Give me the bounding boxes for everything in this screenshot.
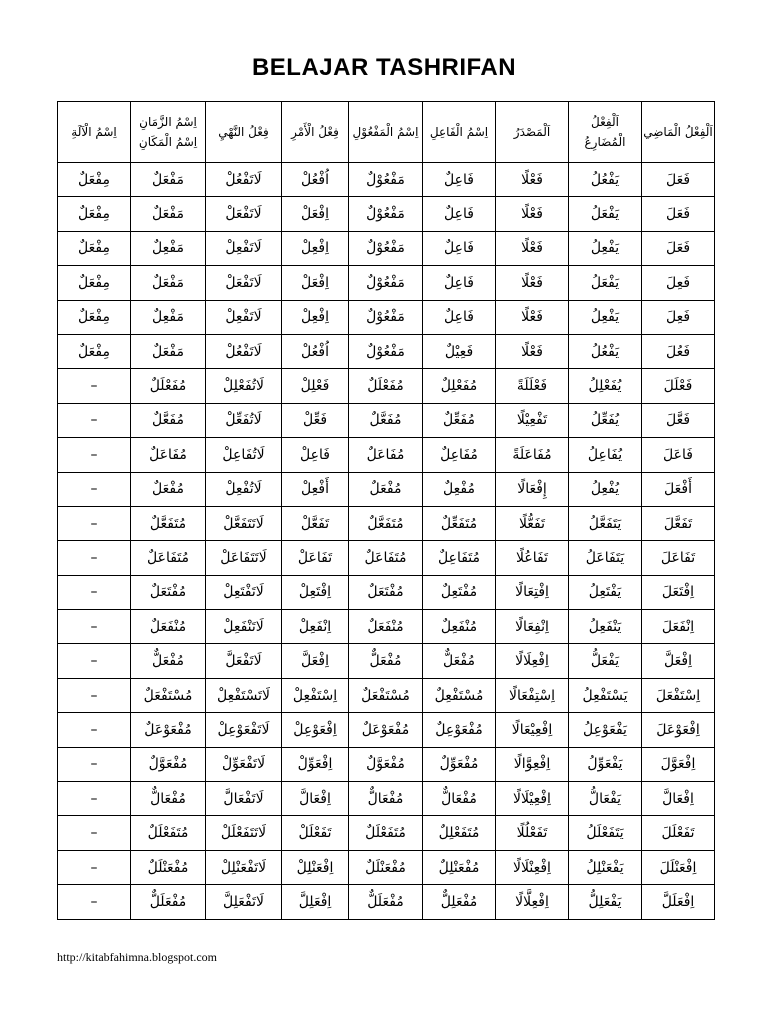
cell-fiil-mudhari: يَتَفَعْلَلُ — [569, 816, 642, 850]
cell-isim-fail: فَاعِلٌ — [423, 197, 496, 231]
cell-fiil-madi: تَفَاعَلَ — [642, 541, 715, 575]
cell-isim-alat: – — [58, 506, 131, 540]
table-row — [58, 369, 715, 403]
cell-isim-alat: مِفْعَلٌ — [58, 231, 131, 265]
cell-isim-alat: – — [58, 438, 131, 472]
cell-isim-fail: مُتَفَعِّلٌ — [423, 506, 496, 540]
cell-fiil-madi: فَاعَلَ — [642, 438, 715, 472]
cell-fiil-mudhari: يَسْتَفْعِلُ — [569, 678, 642, 712]
cell-isim-alat: – — [58, 472, 131, 506]
cell-fiil-amr: اِفْعَلِلَّ — [282, 885, 349, 919]
cell-isim-alat: – — [58, 885, 131, 919]
cell-masdar: تَفَاعُلًا — [496, 541, 569, 575]
cell-isim-maful: مَفْعُوْلٌ — [349, 300, 423, 334]
cell-masdar: اِنْفِعَالًا — [496, 610, 569, 644]
cell-isim-fail: مُفْتَعِلٌ — [423, 575, 496, 609]
cell-fiil-nahi: لَاتَفْعُلْ — [206, 163, 282, 197]
cell-isim-fail: مُفْعَنْلِلٌ — [423, 850, 496, 884]
cell-fiil-madi: فَعُلَ — [642, 334, 715, 368]
header-fiil-mudhari — [569, 102, 642, 163]
table-row — [58, 644, 715, 678]
cell-isim-zaman-makan: مُسْتَفْعَلٌ — [131, 678, 206, 712]
cell-isim-zaman-makan: مَفْعِلٌ — [131, 231, 206, 265]
cell-fiil-madi: اِفْعَلَلَّ — [642, 885, 715, 919]
cell-masdar: تَفْعِيْلًا — [496, 403, 569, 437]
header-line: فِعْلُ النَّهْيِ — [218, 125, 269, 139]
header-masdar — [496, 102, 569, 163]
cell-masdar: اِفْعِنْلَالًا — [496, 850, 569, 884]
cell-fiil-madi: فَعَلَ — [642, 231, 715, 265]
cell-fiil-nahi: لَاتَفْعَلْ — [206, 266, 282, 300]
page-title: BELAJAR TASHRIFAN — [251, 54, 517, 81]
cell-fiil-madi: فَعَلَ — [642, 163, 715, 197]
cell-masdar: مُفَاعَلَةً — [496, 438, 569, 472]
table-row — [58, 506, 715, 540]
cell-isim-zaman-makan: مُفْعَالٌّ — [131, 782, 206, 816]
cell-isim-alat: – — [58, 678, 131, 712]
cell-isim-maful: مُفْعَوْعَلٌ — [349, 713, 423, 747]
header-fiil-madi — [642, 102, 715, 163]
cell-isim-fail: فَاعِلٌ — [423, 266, 496, 300]
cell-isim-alat: – — [58, 747, 131, 781]
cell-fiil-amr: تَفَاعَلْ — [282, 541, 349, 575]
cell-fiil-madi: فَعْلَلَ — [642, 369, 715, 403]
cell-fiil-madi: فَعِلَ — [642, 300, 715, 334]
cell-fiil-mudhari: يَتَفَاعَلُ — [569, 541, 642, 575]
cell-isim-fail: مُفْعَالٌّ — [423, 782, 496, 816]
table-row — [58, 610, 715, 644]
cell-isim-fail: فَاعِلٌ — [423, 163, 496, 197]
cell-masdar: اِسْتِفْعَالًا — [496, 678, 569, 712]
cell-fiil-mudhari: يَفْعَوِّلُ — [569, 747, 642, 781]
cell-fiil-madi: اِفْعَوَّلَ — [642, 747, 715, 781]
cell-fiil-nahi: لَاتَتَفَعَّلْ — [206, 506, 282, 540]
cell-isim-fail: مُفْعَوِّلٌ — [423, 747, 496, 781]
cell-isim-alat: مِفْعَلٌ — [58, 197, 131, 231]
cell-fiil-madi: اِسْتَفْعَلَ — [642, 678, 715, 712]
table-row — [58, 850, 715, 884]
table-row — [58, 334, 715, 368]
cell-fiil-amr: اِسْتَفْعِلْ — [282, 678, 349, 712]
cell-isim-fail: فَاعِلٌ — [423, 300, 496, 334]
cell-isim-maful: مُفَعَّلٌ — [349, 403, 423, 437]
cell-fiil-nahi: لَاتَفْعَلْ — [206, 197, 282, 231]
cell-masdar: اِفْعِيْعَالًا — [496, 713, 569, 747]
cell-isim-alat: مِفْعَلٌ — [58, 266, 131, 300]
cell-fiil-nahi: لَاتَفْعَنْلِلْ — [206, 850, 282, 884]
cell-fiil-mudhari: يَتَفَعَّلُ — [569, 506, 642, 540]
header-isim-zaman-makan — [131, 102, 206, 163]
header-line: فِعْلُ الْأَمْرِ — [291, 125, 339, 139]
cell-fiil-mudhari: يَفْعَلُ — [569, 266, 642, 300]
cell-isim-zaman-makan: مَفْعَلٌ — [131, 266, 206, 300]
header-fiil-amr — [282, 102, 349, 163]
cell-isim-maful: مَفْعُوْلٌ — [349, 163, 423, 197]
cell-isim-zaman-makan: مَفْعَلٌ — [131, 163, 206, 197]
tashrif-table — [57, 101, 715, 920]
table-row — [58, 885, 715, 919]
cell-fiil-mudhari: يَفْعِلُ — [569, 231, 642, 265]
cell-isim-zaman-makan: مُتَفَعَّلٌ — [131, 506, 206, 540]
cell-fiil-amr: اِفْعَنْلِلْ — [282, 850, 349, 884]
cell-fiil-amr: اِفْتَعِلْ — [282, 575, 349, 609]
cell-fiil-nahi: لَاتَفْعِلْ — [206, 231, 282, 265]
cell-fiil-mudhari: يَفْتَعِلُ — [569, 575, 642, 609]
cell-isim-maful: مُفَاعَلٌ — [349, 438, 423, 472]
cell-fiil-mudhari: يَفْعِلُ — [569, 300, 642, 334]
cell-fiil-nahi: لَاتَفْعَوْعِلْ — [206, 713, 282, 747]
cell-isim-alat: – — [58, 403, 131, 437]
table-row — [58, 163, 715, 197]
cell-masdar: اِفْعِلَالًا — [496, 644, 569, 678]
cell-masdar: اِفْعِيْلَالًا — [496, 782, 569, 816]
cell-fiil-amr: اِفْعَلَّ — [282, 644, 349, 678]
table-row — [58, 782, 715, 816]
header-line: اِسْمُ الْآلَةِ — [71, 125, 117, 139]
cell-masdar: تَفَعُّلًا — [496, 506, 569, 540]
cell-isim-zaman-makan: مُفَعَّلٌ — [131, 403, 206, 437]
cell-isim-zaman-makan: مَفْعَلٌ — [131, 197, 206, 231]
cell-fiil-mudhari: يَفْعَلُ — [569, 197, 642, 231]
cell-isim-maful: مُفْعَنْلَلٌ — [349, 850, 423, 884]
cell-isim-maful: مُنْفَعَلٌ — [349, 610, 423, 644]
table-row — [58, 816, 715, 850]
header-line: اِسْمُ الْمَكَانِ — [138, 135, 198, 149]
cell-isim-zaman-makan: مُفْعَلٌ — [131, 472, 206, 506]
cell-isim-zaman-makan: مُتَفَاعَلٌ — [131, 541, 206, 575]
cell-fiil-amr: اِفْعَلْ — [282, 266, 349, 300]
cell-masdar: اِفْعِوَّالًا — [496, 747, 569, 781]
cell-fiil-amr: اِفْعَلْ — [282, 197, 349, 231]
cell-isim-fail: مُفْعَلِلٌّ — [423, 885, 496, 919]
cell-isim-zaman-makan: مُتَفَعْلَلٌ — [131, 816, 206, 850]
cell-fiil-nahi: لَاتَسْتَفْعِلْ — [206, 678, 282, 712]
cell-masdar: فَعْلًا — [496, 334, 569, 368]
cell-isim-zaman-makan: مُفْتَعَلٌ — [131, 575, 206, 609]
cell-fiil-amr: فَاعِلْ — [282, 438, 349, 472]
cell-isim-zaman-makan: مَفْعَلٌ — [131, 334, 206, 368]
cell-isim-fail: فَاعِلٌ — [423, 231, 496, 265]
cell-isim-fail: مُفَعْلِلٌ — [423, 369, 496, 403]
cell-masdar: إِفْعَالًا — [496, 472, 569, 506]
cell-fiil-nahi: لَاتَفْعَلِلَّ — [206, 885, 282, 919]
cell-isim-fail: فَعِيْلٌ — [423, 334, 496, 368]
cell-fiil-mudhari: يَنْفَعِلُ — [569, 610, 642, 644]
cell-isim-fail: مُتَفَعْلِلٌ — [423, 816, 496, 850]
cell-isim-fail: مُنْفَعِلٌ — [423, 610, 496, 644]
cell-fiil-nahi: لَاتُفَاعِلْ — [206, 438, 282, 472]
cell-isim-maful: مُفْتَعَلٌ — [349, 575, 423, 609]
header-fiil-nahi — [206, 102, 282, 163]
cell-isim-zaman-makan: مُفْعَنْلَلٌ — [131, 850, 206, 884]
cell-fiil-nahi: لَاتَنْفَعِلْ — [206, 610, 282, 644]
table-row — [58, 197, 715, 231]
cell-isim-fail: مُسْتَفْعِلٌ — [423, 678, 496, 712]
cell-fiil-nahi: لَاتَفْعَالَّ — [206, 782, 282, 816]
header-isim-fail — [423, 102, 496, 163]
cell-fiil-madi: تَفَعَّلَ — [642, 506, 715, 540]
table-row — [58, 713, 715, 747]
cell-isim-alat: مِفْعَلٌ — [58, 300, 131, 334]
cell-isim-alat: – — [58, 541, 131, 575]
cell-isim-maful: مُتَفَاعَلٌ — [349, 541, 423, 575]
cell-isim-alat: – — [58, 816, 131, 850]
cell-isim-maful: مَفْعُوْلٌ — [349, 266, 423, 300]
cell-fiil-madi: اِفْتَعَلَ — [642, 575, 715, 609]
cell-isim-fail: مُفَاعِلٌ — [423, 438, 496, 472]
cell-fiil-mudhari: يَفْعَلُّ — [569, 644, 642, 678]
cell-isim-maful: مُسْتَفْعَلٌ — [349, 678, 423, 712]
cell-masdar: اِفْتِعَالًا — [496, 575, 569, 609]
cell-isim-zaman-makan: مُنْفَعَلٌ — [131, 610, 206, 644]
cell-fiil-nahi: لَاتُفْعِلْ — [206, 472, 282, 506]
cell-fiil-mudhari: يَفْعَلِلُّ — [569, 885, 642, 919]
header-line: الْمُضَارِعُ — [584, 135, 626, 149]
table-row — [58, 678, 715, 712]
cell-fiil-amr: اِفْعَوِّلْ — [282, 747, 349, 781]
cell-isim-maful: مُتَفَعَّلٌ — [349, 506, 423, 540]
cell-fiil-nahi: لَاتَتَفَعْلَلْ — [206, 816, 282, 850]
cell-fiil-mudhari: يَفْعَوْعِلُ — [569, 713, 642, 747]
cell-isim-zaman-makan: مُفَاعَلٌ — [131, 438, 206, 472]
cell-fiil-mudhari: يُفَاعِلُ — [569, 438, 642, 472]
table-row — [58, 300, 715, 334]
cell-fiil-madi: اِفْعَوْعَلَ — [642, 713, 715, 747]
cell-fiil-amr: فَعْلِلْ — [282, 369, 349, 403]
cell-isim-fail: مُفْعَوْعِلٌ — [423, 713, 496, 747]
table-row — [58, 575, 715, 609]
cell-fiil-mudhari: يَفْعَنْلِلُ — [569, 850, 642, 884]
header-row — [58, 102, 715, 163]
cell-fiil-mudhari: يَفْعَالُّ — [569, 782, 642, 816]
cell-fiil-amr: اِفْعِلْ — [282, 231, 349, 265]
cell-isim-zaman-makan: مُفْعَلٌّ — [131, 644, 206, 678]
cell-fiil-amr: اِفْعَوْعِلْ — [282, 713, 349, 747]
cell-isim-alat: – — [58, 369, 131, 403]
cell-fiil-amr: أَفْعِلْ — [282, 472, 349, 506]
cell-fiil-madi: أَفْعَلَ — [642, 472, 715, 506]
header-line: اِسْمُ الْمَفْعُوْلِ — [352, 125, 419, 139]
cell-isim-alat: مِفْعَلٌ — [58, 163, 131, 197]
header-isim-alat — [58, 102, 131, 163]
cell-isim-maful: مُفْعَلَلٌّ — [349, 885, 423, 919]
cell-masdar: فَعْلًا — [496, 197, 569, 231]
cell-isim-alat: – — [58, 850, 131, 884]
cell-isim-maful: مَفْعُوْلٌ — [349, 334, 423, 368]
cell-fiil-amr: فَعِّلْ — [282, 403, 349, 437]
cell-isim-maful: مُفْعَالٌّ — [349, 782, 423, 816]
cell-fiil-mudhari: يُفْعِلُ — [569, 472, 642, 506]
cell-isim-alat: – — [58, 610, 131, 644]
table-body — [58, 163, 715, 920]
cell-isim-alat: – — [58, 644, 131, 678]
cell-isim-fail: مُفْعَلٌّ — [423, 644, 496, 678]
header-line: اِسْمُ الزَّمَانِ — [139, 115, 197, 129]
table-row — [58, 472, 715, 506]
header-line: اِسْمُ الْفَاعِلِ — [429, 125, 489, 139]
cell-isim-maful: مُفْعَوَّلٌ — [349, 747, 423, 781]
table-row — [58, 438, 715, 472]
cell-fiil-nahi: لَاتَفْعَلَّ — [206, 644, 282, 678]
cell-fiil-nahi: لَاتَتَفَاعَلْ — [206, 541, 282, 575]
cell-masdar: فَعْلًا — [496, 231, 569, 265]
cell-fiil-mudhari: يُفَعْلِلُ — [569, 369, 642, 403]
cell-isim-fail: مُفْعِلٌ — [423, 472, 496, 506]
cell-isim-alat: – — [58, 575, 131, 609]
cell-fiil-nahi: لَاتَفْعِلْ — [206, 300, 282, 334]
cell-masdar: فَعْلَلَةً — [496, 369, 569, 403]
cell-fiil-mudhari: يَفْعُلُ — [569, 334, 642, 368]
cell-fiil-amr: اِفْعِلْ — [282, 300, 349, 334]
header-line: اَلْفِعْلُ الْمَاضِي — [643, 125, 713, 139]
header-line: اَلْمَصْدَرُ — [513, 125, 551, 139]
cell-fiil-madi: اِنْفَعَلَ — [642, 610, 715, 644]
cell-fiil-nahi: لَاتَفْعَوِّلْ — [206, 747, 282, 781]
cell-fiil-madi: تَفَعْلَلَ — [642, 816, 715, 850]
cell-isim-alat: – — [58, 713, 131, 747]
cell-masdar: تَفَعْلُلًا — [496, 816, 569, 850]
table-row — [58, 266, 715, 300]
cell-isim-zaman-makan: مُفَعْلَلٌ — [131, 369, 206, 403]
table-row — [58, 747, 715, 781]
cell-fiil-nahi: لَاتَفْعُلْ — [206, 334, 282, 368]
cell-isim-fail: مُفَعِّلٌ — [423, 403, 496, 437]
cell-isim-maful: مَفْعُوْلٌ — [349, 231, 423, 265]
cell-isim-maful: مَفْعُوْلٌ — [349, 197, 423, 231]
cell-masdar: فَعْلًا — [496, 300, 569, 334]
cell-fiil-amr: اِنْفَعِلْ — [282, 610, 349, 644]
cell-isim-maful: مُفْعَلٌّ — [349, 644, 423, 678]
cell-isim-maful: مُفَعْلَلٌ — [349, 369, 423, 403]
cell-isim-zaman-makan: مُفْعَوَّلٌ — [131, 747, 206, 781]
cell-isim-alat: مِفْعَلٌ — [58, 334, 131, 368]
cell-fiil-mudhari: يَفْعُلُ — [569, 163, 642, 197]
cell-fiil-nahi: لَاتَفْتَعِلْ — [206, 575, 282, 609]
cell-fiil-madi: فَعَّلَ — [642, 403, 715, 437]
header-isim-maful — [349, 102, 423, 163]
cell-fiil-nahi: لَاتُفَعِّلْ — [206, 403, 282, 437]
cell-isim-zaman-makan: مُفْعَلَلٌّ — [131, 885, 206, 919]
cell-fiil-amr: تَفَعْلَلْ — [282, 816, 349, 850]
cell-fiil-amr: تَفَعَّلْ — [282, 506, 349, 540]
cell-isim-maful: مُفْعَلٌ — [349, 472, 423, 506]
cell-fiil-madi: اِفْعَلَّ — [642, 644, 715, 678]
cell-fiil-amr: اُفْعُلْ — [282, 334, 349, 368]
cell-isim-maful: مُتَفَعْلَلٌ — [349, 816, 423, 850]
table-row — [58, 403, 715, 437]
cell-fiil-madi: فَعَلَ — [642, 197, 715, 231]
cell-fiil-madi: فَعِلَ — [642, 266, 715, 300]
cell-masdar: اِفْعِلَّالًا — [496, 885, 569, 919]
cell-fiil-madi: اِفْعَالَّ — [642, 782, 715, 816]
cell-isim-zaman-makan: مَفْعِلٌ — [131, 300, 206, 334]
cell-masdar: فَعْلًا — [496, 163, 569, 197]
footer-url: http://kitabfahimna.blogspot.com — [57, 950, 217, 964]
table-row — [58, 541, 715, 575]
table-row — [58, 231, 715, 265]
cell-fiil-madi: اِفْعَنْلَلَ — [642, 850, 715, 884]
header-line: اَلْفِعْلُ — [591, 115, 619, 129]
cell-fiil-amr: اُفْعُلْ — [282, 163, 349, 197]
cell-isim-zaman-makan: مُفْعَوْعَلٌ — [131, 713, 206, 747]
cell-masdar: فَعْلًا — [496, 266, 569, 300]
cell-fiil-mudhari: يُفَعِّلُ — [569, 403, 642, 437]
cell-fiil-nahi: لَاتُفَعْلِلْ — [206, 369, 282, 403]
cell-fiil-amr: اِفْعَالَّ — [282, 782, 349, 816]
cell-isim-alat: – — [58, 782, 131, 816]
cell-isim-fail: مُتَفَاعِلٌ — [423, 541, 496, 575]
